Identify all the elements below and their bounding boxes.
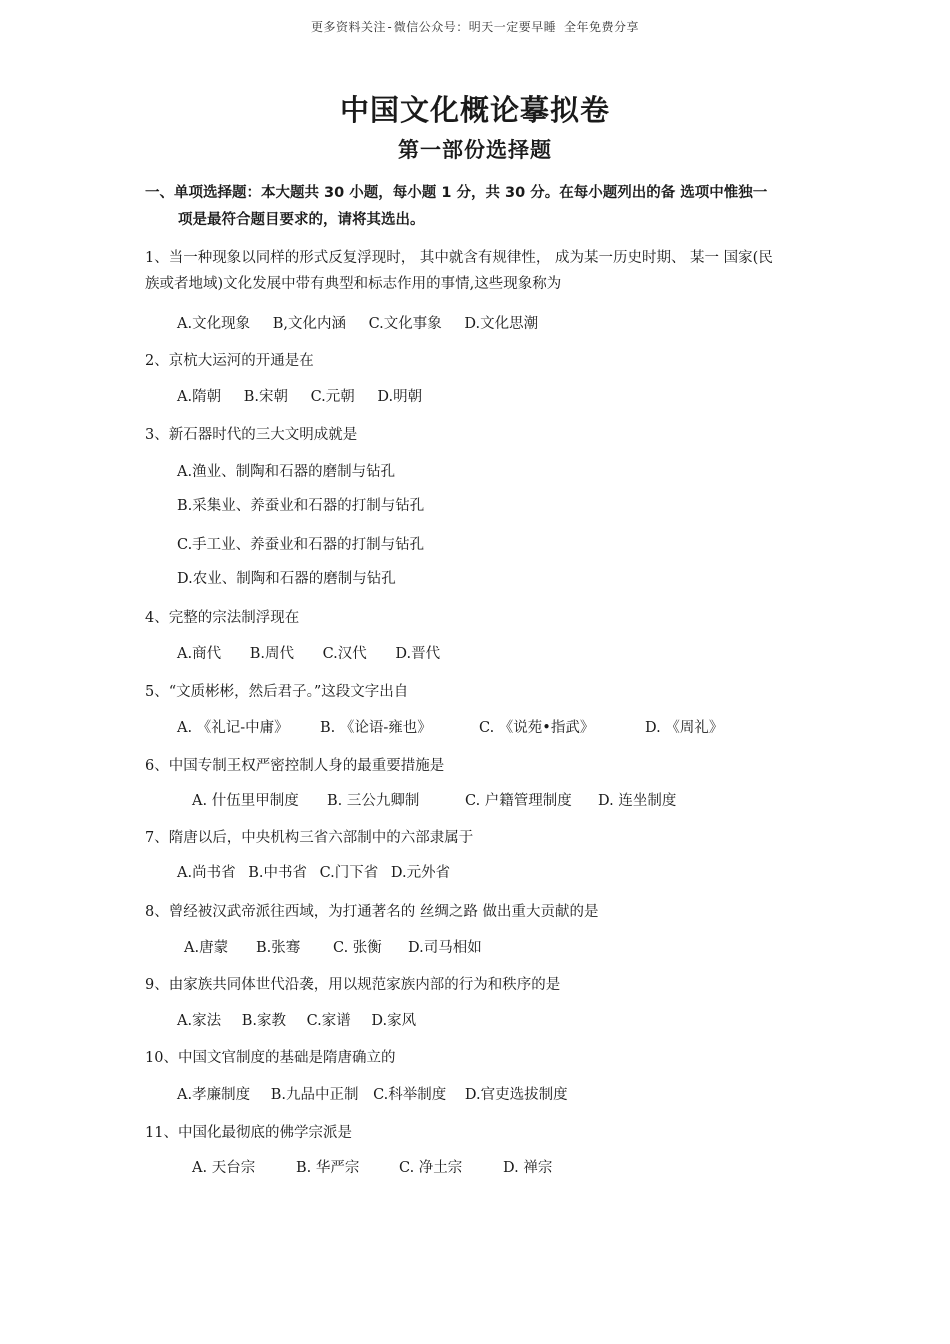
question-5-option-b: B. 《论语-雍也》 xyxy=(320,720,432,736)
question-8-option-d: D.司马相如 xyxy=(408,940,482,956)
question-3-option-c: C.手工业、养蚕业和石器的打制与钻孔 xyxy=(177,537,425,553)
section-heading-line1: 一、单项选择题：本大题共 30 小题，每小题 1 分，共 30 分。在每小题列出的备 选项中惟独一 xyxy=(145,185,768,201)
question-7-stem: 7、隋唐以后，中央机构三省六部制中的六部隶属于 xyxy=(145,830,474,846)
question-4-stem: 4、完整的宗法制浮现在 xyxy=(145,610,300,626)
option-b: B.中书省 xyxy=(248,865,307,881)
document-subtitle: 第一部份选择题 xyxy=(398,138,552,162)
question-1-options xyxy=(177,313,538,335)
question-1-stem-line1: 1、当一种现象以同样的形式反复浮现时， 其中就含有规律性， 成为某一历史时期、 某一 国家(民 xyxy=(145,250,773,266)
option-b: B,文化内涵 xyxy=(272,316,346,332)
option-c: C.科举制度 xyxy=(373,1087,447,1103)
option-b: B.家教 xyxy=(241,1013,286,1029)
option-c: C.汉代 xyxy=(322,646,367,662)
question-6-option-d: D. 连坐制度 xyxy=(598,793,677,809)
question-2-stem: 2、京杭大运河的开通是在 xyxy=(145,353,314,369)
question-3-option-b: B.采集业、养蚕业和石器的打制与钻孔 xyxy=(177,498,425,514)
question-11-option-a: A. 天台宗 xyxy=(192,1160,256,1176)
question-5-option-c: C. 《说苑•指武》 xyxy=(479,720,595,736)
question-3-option-d: D.农业、制陶和石器的磨制与钻孔 xyxy=(177,571,396,587)
question-2-options xyxy=(177,386,422,408)
option-c: C.文化事象 xyxy=(368,316,442,332)
question-10-stem: 10、中国文官制度的基础是隋唐确立的 xyxy=(145,1050,396,1066)
option-c: C.元朝 xyxy=(310,389,355,405)
option-a: A.家法 xyxy=(177,1013,222,1029)
question-9-options xyxy=(177,1010,416,1032)
question-6-option-a: A. 什伍里甲制度 xyxy=(192,793,299,809)
page-header-note: 更多资料关注-微信公众号：明天一定要早睡 全年免费分享 xyxy=(311,20,639,34)
option-a: A.文化现象 xyxy=(177,316,251,332)
question-1-stem xyxy=(145,245,815,297)
option-a: A.隋朝 xyxy=(177,389,222,405)
document-title: 中国文化概论摹拟卷 xyxy=(339,93,610,127)
question-8-option-a: A.唐蒙 xyxy=(184,940,229,956)
option-b: B.九品中正制 xyxy=(270,1087,359,1103)
question-3-option-a: A.渔业、制陶和石器的磨制与钻孔 xyxy=(177,464,396,480)
question-5-option-d: D. 《周礼》 xyxy=(645,720,724,736)
question-6-option-c: C. 户籍管理制度 xyxy=(465,793,572,809)
question-1-stem-line2: 族或者地域)文化发展中带有典型和标志作用的事情,这些现象称为 xyxy=(145,276,562,292)
question-5-option-a: A. 《礼记-中庸》 xyxy=(177,720,289,736)
question-5-stem: 5、“文质彬彬，然后君子。”这段文字出自 xyxy=(145,684,409,700)
option-c: C.门下省 xyxy=(319,865,379,881)
question-11-option-d: D. 禅宗 xyxy=(503,1160,553,1176)
option-c: C.家谱 xyxy=(306,1013,351,1029)
option-b: B.周代 xyxy=(249,646,294,662)
question-3-stem: 3、新石器时代的三大文明成就是 xyxy=(145,427,358,443)
question-11-option-b: B. 华严宗 xyxy=(296,1160,360,1176)
option-d: D.晋代 xyxy=(395,646,441,662)
question-11-stem: 11、中国化最彻底的佛学宗派是 xyxy=(145,1125,352,1141)
option-d: D.官吏选拔制度 xyxy=(464,1087,568,1103)
option-d: D.元外省 xyxy=(390,865,451,881)
option-a: A.孝廉制度 xyxy=(177,1087,251,1103)
question-10-options xyxy=(177,1084,568,1106)
section-heading xyxy=(145,180,815,234)
question-6-option-b: B. 三公九卿制 xyxy=(327,793,420,809)
question-11-option-c: C. 净土宗 xyxy=(399,1160,463,1176)
question-7-options xyxy=(177,862,450,884)
option-a: A.商代 xyxy=(177,646,222,662)
question-8-stem: 8、曾经被汉武帝派往西域，为打通著名的 丝绸之路 做出重大贡献的是 xyxy=(145,904,599,920)
option-d: D.文化思潮 xyxy=(464,316,539,332)
section-heading-line2: 项是最符合题目要求的，请将其选出。 xyxy=(178,212,425,228)
option-d: D.明朝 xyxy=(377,389,423,405)
question-8-option-c: C. 张衡 xyxy=(333,940,382,956)
option-b: B.宋朝 xyxy=(243,389,288,405)
question-4-options xyxy=(177,643,440,665)
option-a: A.尚书省 xyxy=(177,865,236,881)
option-d: D.家风 xyxy=(371,1013,417,1029)
question-8-option-b: B.张骞 xyxy=(256,940,301,956)
question-6-stem: 6、中国专制王权严密控制人身的最重要措施是 xyxy=(145,758,445,774)
question-9-stem: 9、由家族共同体世代沿袭，用以规范家族内部的行为和秩序的是 xyxy=(145,977,561,993)
